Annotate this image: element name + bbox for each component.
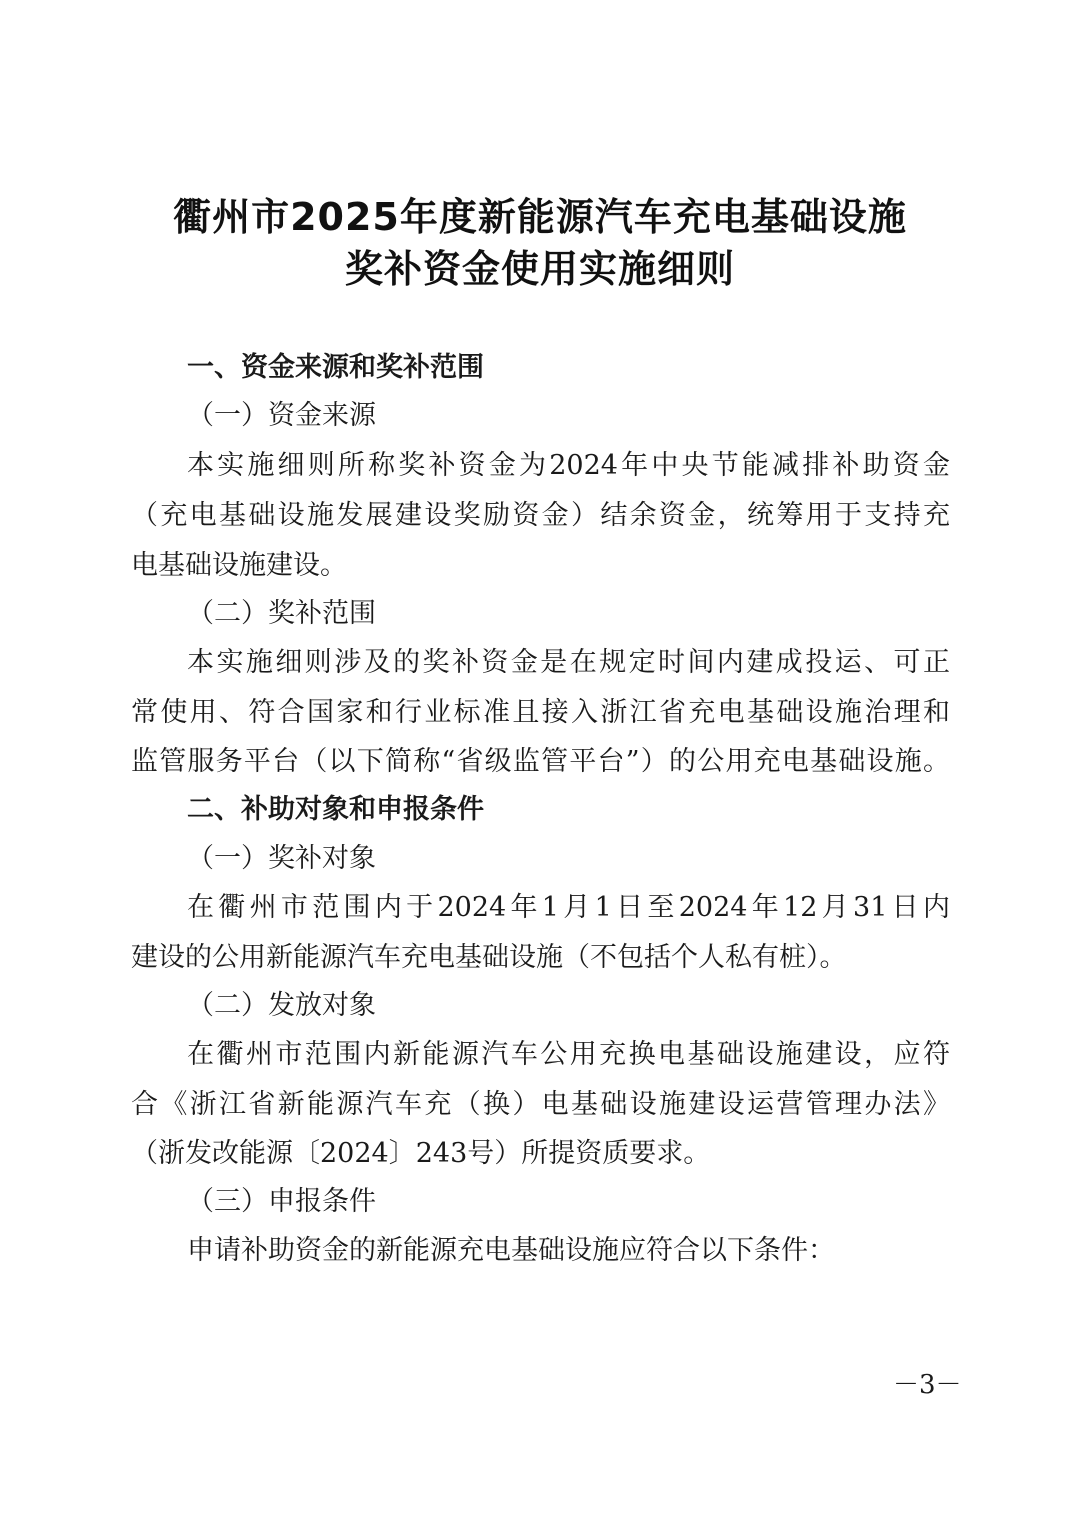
paragraph-line: 在衢州市范围内于2024年1月1日至2024年12月31日内: [187, 892, 950, 923]
section-heading-1: 一、资金来源和奖补范围: [187, 352, 484, 383]
subsection-heading-1-2: （二）奖补范围: [187, 598, 376, 629]
paragraph-line: 建设的公用新能源汽车充电基础设施（不包括个人私有桩）。: [131, 942, 847, 973]
paragraph-line: （充电基础设施发展建设奖励资金）结余资金，统筹用于支持充: [131, 500, 950, 531]
section-heading-2: 二、补助对象和申报条件: [187, 794, 484, 825]
page-number: －3－: [893, 1370, 962, 1400]
document-title-line-2: 奖补资金使用实施细则: [344, 247, 735, 291]
paragraph-line: 合《浙江省新能源汽车充（换）电基础设施建设运营管理办法》: [131, 1089, 950, 1120]
subsection-heading-2-3: （三）申报条件: [187, 1186, 376, 1217]
paragraph-line: 电基础设施建设。: [131, 550, 347, 581]
subsection-heading-2-2: （二）发放对象: [187, 990, 376, 1021]
paragraph-line: 在衢州市范围内新能源汽车公用充换电基础设施建设，应符: [187, 1039, 950, 1070]
paragraph-line: 申请补助资金的新能源充电基础设施应符合以下条件：: [187, 1235, 835, 1266]
subsection-heading-2-1: （一）奖补对象: [187, 843, 376, 874]
document-title-line-1: 衢州市2025年度新能源汽车充电基础设施: [173, 195, 907, 239]
subsection-heading-1-1: （一）资金来源: [187, 400, 376, 431]
paragraph-line: （浙发改能源〔2024〕243号）所提资质要求。: [131, 1138, 711, 1169]
paragraph-line: 本实施细则所称奖补资金为2024年中央节能减排补助资金: [187, 450, 950, 481]
paragraph-line: 监管服务平台（以下简称“省级监管平台”）的公用充电基础设施。: [131, 746, 950, 777]
paragraph-line: 常使用、符合国家和行业标准且接入浙江省充电基础设施治理和: [131, 697, 950, 728]
paragraph-line: 本实施细则涉及的奖补资金是在规定时间内建成投运、可正: [187, 647, 950, 678]
